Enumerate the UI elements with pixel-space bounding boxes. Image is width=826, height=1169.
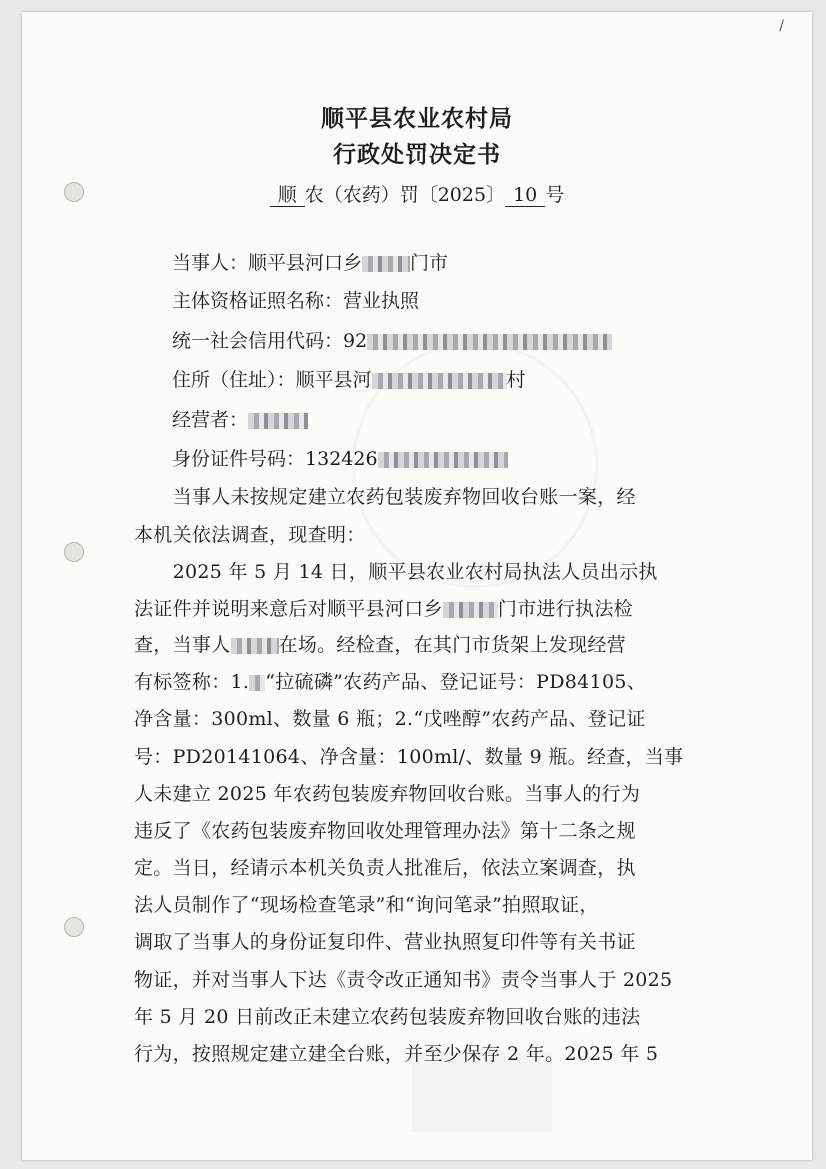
body-line: 年 5 月 20 日前改正未建立农药包装废弃物回收台账的违法	[134, 1006, 641, 1028]
license-label: 主体资格证照名称：	[172, 290, 344, 312]
doc-number-suffix: 号	[545, 184, 565, 206]
party-tail: 门市	[410, 252, 449, 274]
party-label: 当事人：	[172, 252, 249, 274]
document-number	[22, 180, 812, 207]
id-value: 132426	[305, 448, 378, 470]
body-line: 当事人未按规定建立农药包装废弃物回收台账一案，经	[134, 486, 636, 508]
body-line: 行为，按照规定建立建全台账，并至少保存 2 年。2025 年 5	[134, 1043, 659, 1065]
field-address	[172, 365, 526, 392]
redaction-block	[367, 334, 612, 350]
body-line: 本机关依法调查，现查明：	[134, 524, 366, 546]
redaction-block	[231, 638, 279, 654]
redaction-block	[443, 602, 498, 618]
body-line	[134, 667, 646, 694]
party-value: 顺平县河口乡	[248, 252, 363, 274]
body-text: 查，当事人	[134, 634, 231, 656]
punch-hole	[64, 542, 84, 562]
address-value: 顺平县河	[295, 369, 372, 391]
body-line: 人未建立 2025 年农药包装废弃物回收台账。当事人的行为	[134, 783, 641, 805]
document-title: 行政处罚决定书	[333, 141, 501, 168]
credit-label: 统一社会信用代码：	[172, 330, 344, 352]
redaction-block	[249, 675, 265, 691]
body-text: 门市进行执法检	[497, 598, 633, 620]
body-line: 物证，并对当事人下达《责令改正通知书》责令当事人于 2025	[134, 969, 673, 991]
body-text: 法证件并说明来意后对顺平县河口乡	[134, 598, 443, 620]
body-line	[134, 630, 626, 657]
doc-number-prefix: 顺	[270, 184, 305, 207]
body-line: 违反了《农药包装废弃物回收处理管理办法》第十二条之规	[134, 820, 636, 842]
redaction-block	[248, 413, 308, 429]
credit-value: 92	[343, 330, 368, 352]
document-page	[22, 12, 812, 1160]
operator-label: 经营者：	[172, 409, 249, 431]
body-line: 调取了当事人的身份证复印件、营业执照复印件等有关书证	[134, 931, 636, 953]
punch-hole	[64, 917, 84, 937]
redaction-block	[372, 373, 507, 389]
org-title: 顺平县农业农村局	[321, 105, 513, 132]
redaction-block	[378, 452, 508, 468]
body-text: 在场。经检查，在其门市货架上发现经营	[278, 634, 626, 656]
body-line: 净含量：300ml、数量 6 瓶；2.“戊唑醇”农药产品、登记证	[134, 708, 646, 730]
doc-number-middle: 农（农药）罚〔2025〕	[304, 184, 506, 206]
field-license	[172, 286, 419, 313]
license-value: 营业执照	[343, 290, 420, 312]
address-label: 住所（住址）：	[172, 369, 296, 391]
body-text: 有标签称：1.	[134, 671, 250, 693]
body-text: “拉硫磷”农药产品、登记证号：PD84105、	[265, 671, 647, 693]
body-line: 号：PD20141064、净含量：100ml/、数量 9 瓶。经查，当事	[134, 746, 684, 768]
redaction-block	[362, 256, 410, 272]
body-line: 法人员制作了“现场检查笔录”和“询问笔录”拍照取证，	[134, 894, 599, 916]
address-tail: 村	[506, 369, 526, 391]
id-label: 身份证件号码：	[172, 448, 306, 470]
corner-mark: /	[779, 18, 784, 34]
field-party	[172, 248, 448, 275]
doc-number-serial: 10	[505, 184, 545, 207]
body-line	[134, 594, 633, 621]
body-line: 定。当日，经请示本机关负责人批准后，依法立案调查，执	[134, 857, 636, 879]
body-line: 2025 年 5 月 14 日，顺平县农业农村局执法人员出示执	[134, 561, 658, 583]
field-id-number	[172, 444, 508, 471]
field-operator	[172, 405, 308, 432]
field-credit-code	[172, 326, 612, 353]
